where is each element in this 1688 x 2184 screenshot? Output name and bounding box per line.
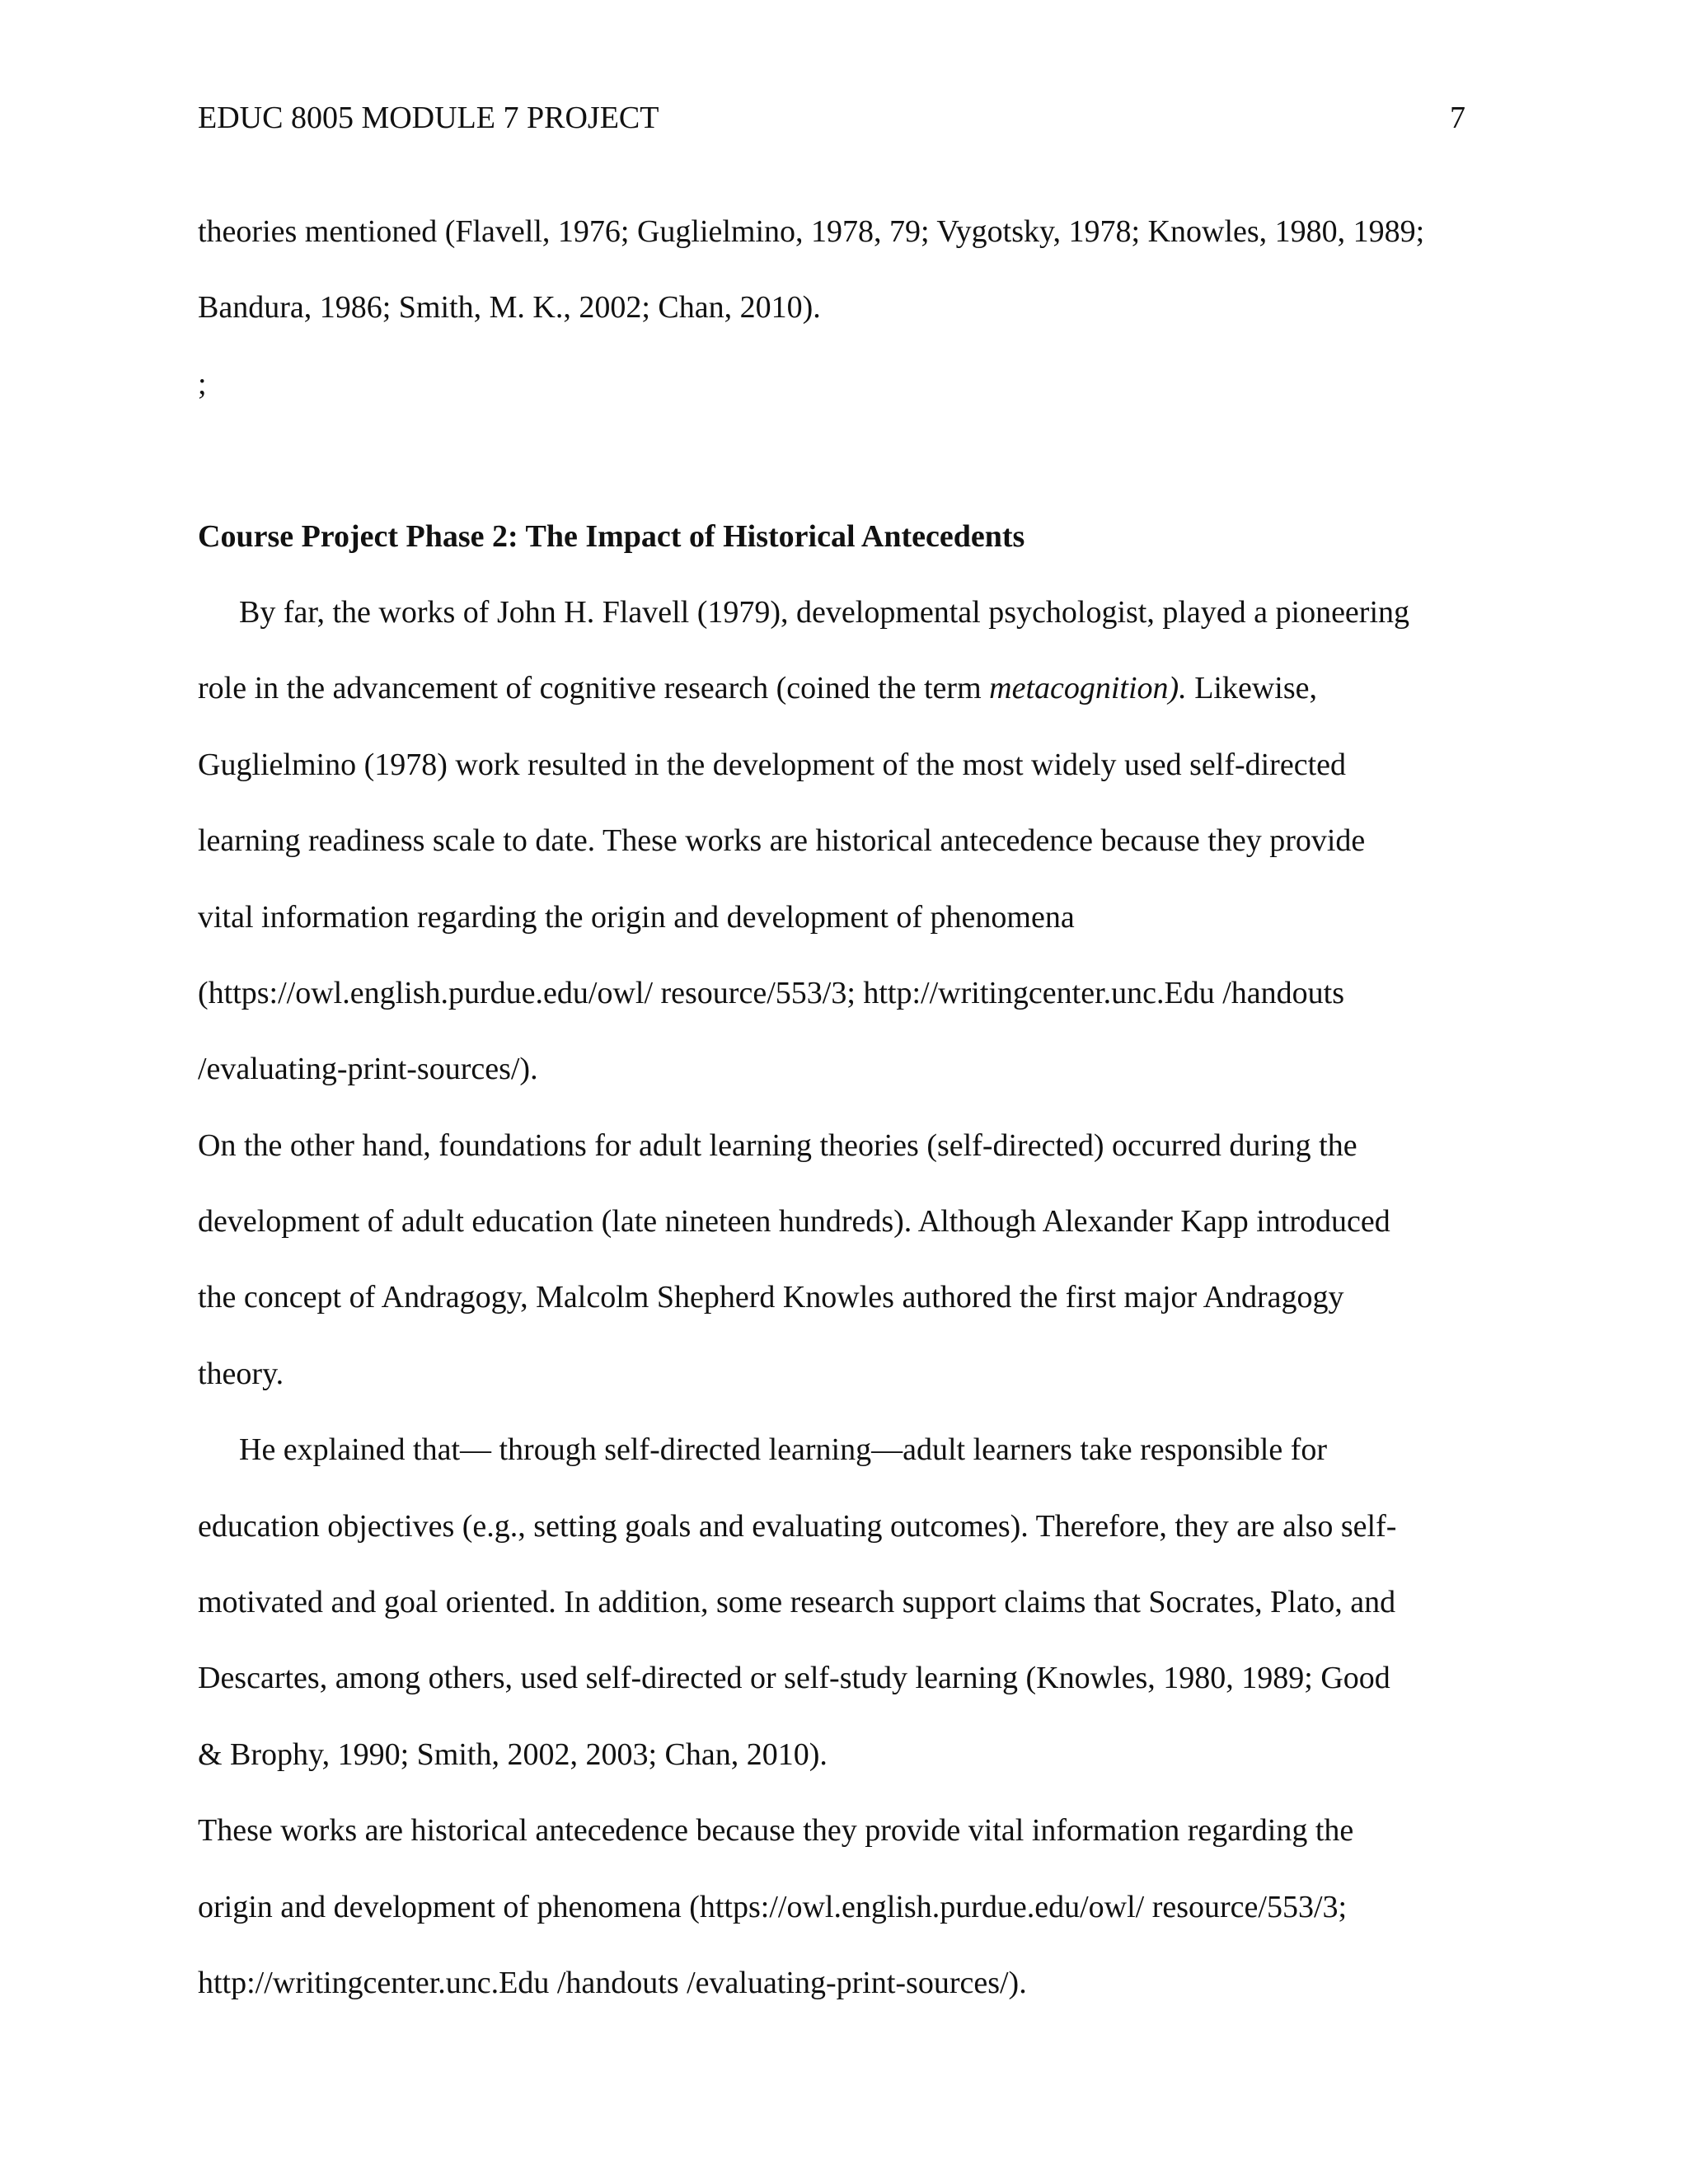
body-line: & Brophy, 1990; Smith, 2002, 2003; Chan, 2010). xyxy=(198,1736,828,1772)
body-line: origin and development of phenomena (https://owl.english.purdue.edu/owl/ resource/553/3; xyxy=(198,1889,1348,1924)
body-line: On the other hand, foundations for adult learning theories (self-directed) occurred during the xyxy=(198,1127,1357,1163)
body-line: By far, the works of John H. Flavell (1979), developmental psychologist, played a pioneering xyxy=(239,594,1410,630)
body-text-segment: role in the advancement of cognitive research (coined the term xyxy=(198,671,990,706)
body-line: the concept of Andragogy, Malcolm Shepherd Knowles authored the first major Andragogy xyxy=(198,1280,1344,1315)
body-line: ; xyxy=(198,366,207,401)
body-line: theories mentioned (Flavell, 1976; Guglielmino, 1978, 79; Vygotsky, 1978; Knowles, 1980, 1989; xyxy=(198,214,1425,249)
body-text-segment: Likewise, xyxy=(1186,671,1317,706)
body-line: education objectives (e.g., setting goals and evaluating outcomes). Therefore, they are also self- xyxy=(198,1508,1397,1544)
body-line: (https://owl.english.purdue.edu/owl/ resource/553/3; http://writingcenter.unc.Edu /handouts xyxy=(198,975,1344,1010)
running-head: EDUC 8005 MODULE 7 PROJECT xyxy=(198,101,659,135)
body-line: theory. xyxy=(198,1356,284,1391)
body-line: vital information regarding the origin and development of phenomena xyxy=(198,899,1075,935)
body-line: development of adult education (late nineteen hundreds). Although Alexander Kapp introduced xyxy=(198,1204,1390,1240)
body-line-with-italic xyxy=(198,650,1484,726)
document-body xyxy=(198,194,1484,2021)
body-line: Descartes, among others, used self-directed or self-study learning (Knowles, 1980, 1989; Good xyxy=(198,1661,1390,1696)
blank-line xyxy=(198,422,1484,498)
body-line: He explained that— through self-directed learning—adult learners take responsible for xyxy=(239,1432,1328,1468)
body-line: /evaluating-print-sources/). xyxy=(198,1052,538,1087)
body-line: learning readiness scale to date. These works are historical antecedence because they provide xyxy=(198,823,1366,859)
page-number: 7 xyxy=(1450,101,1465,135)
body-line: Bandura, 1986; Smith, M. K., 2002; Chan, 2010). xyxy=(198,290,821,326)
section-heading: Course Project Phase 2: The Impact of Historical Antecedents xyxy=(198,518,1025,554)
body-line: Guglielmino (1978) work resulted in the development of the most widely used self-directed xyxy=(198,747,1346,782)
italic-term: metacognition). xyxy=(989,671,1187,706)
body-line: http://writingcenter.unc.Edu /handouts /evaluating-print-sources/). xyxy=(198,1965,1027,2000)
body-line: These works are historical antecedence because they provide vital information regarding the xyxy=(198,1813,1354,1849)
body-line: motivated and goal oriented. In addition, some research support claims that Socrates, Plato, and xyxy=(198,1585,1396,1620)
